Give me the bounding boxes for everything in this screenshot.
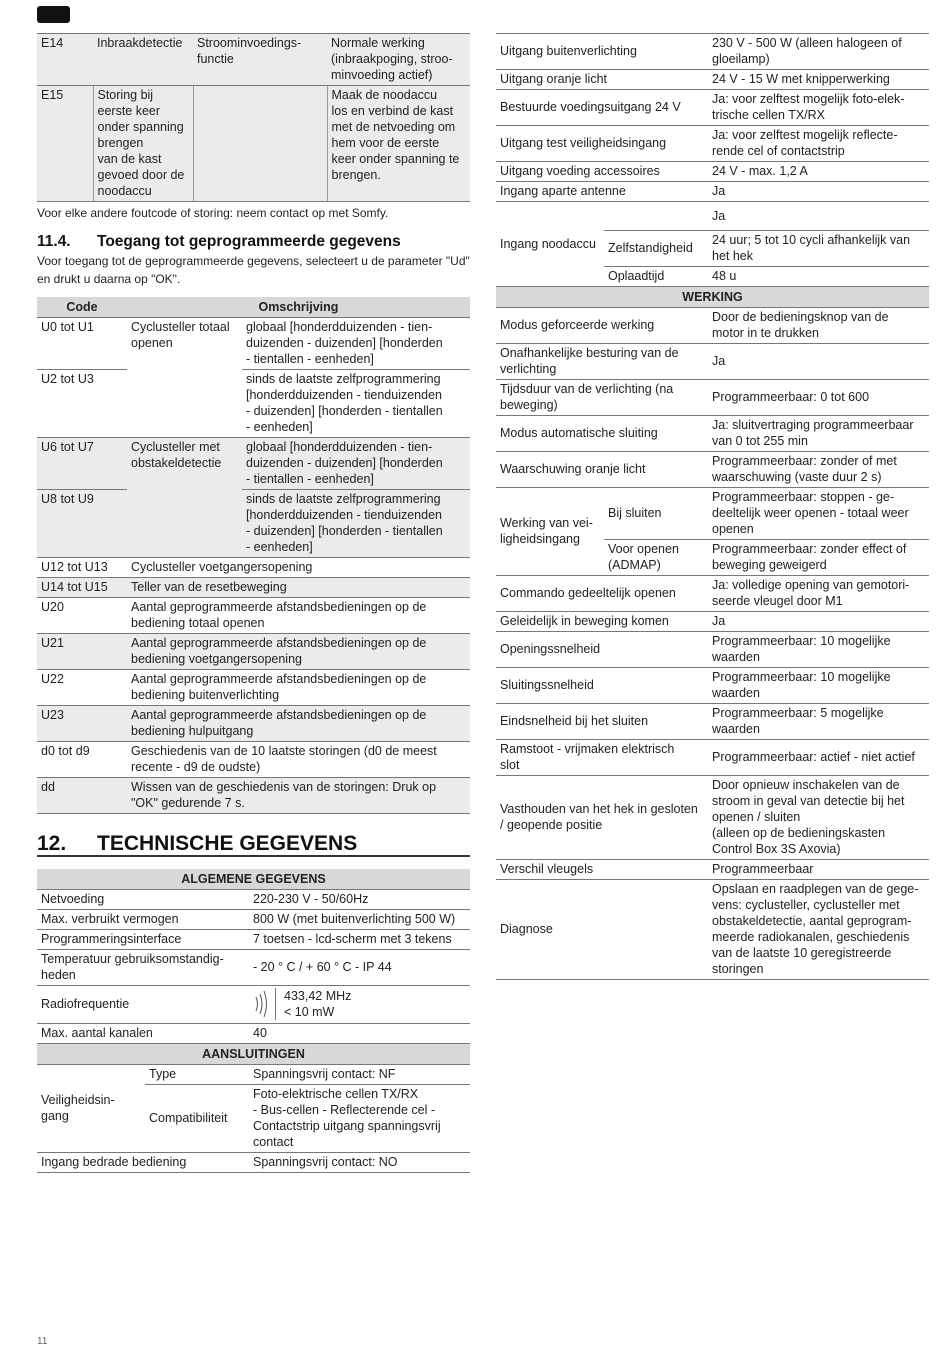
spec-label: Commando gedeeltelijk openen: [496, 576, 708, 612]
spec-label: Ingang bedrade bediening: [37, 1153, 249, 1173]
table-row: [496, 380, 929, 416]
specs-table: [496, 33, 929, 980]
spec-label: Sluitingssnelheid: [496, 668, 708, 704]
spec-value: Opslaan en raadplegen van de gege- vens: cyclusteller, cyclusteller met obstakeldetectie, aantal geprogram- meerde radiokanalen, geschiedenis van de laatste 10 geregistreerde storingen: [708, 880, 929, 980]
spec-label: Uitgang voeding accessoires: [496, 162, 708, 182]
radio-frequency-value: 433,42 MHz < 10 mW: [275, 988, 351, 1020]
brand-badge: [37, 6, 70, 23]
spec-label: Tijdsduur van de verlichting (na beweging): [496, 380, 708, 416]
table-row: [496, 162, 929, 182]
table-row: [496, 632, 929, 668]
spec-label: Geleidelijk in beweging komen: [496, 612, 708, 632]
code-cell: U22: [37, 670, 127, 706]
section-12-title: 12. TECHNISCHE GEGEVENS: [37, 836, 470, 857]
spec-value: 24 uur; 5 tot 10 cycli afhankelijk van het hek: [708, 231, 929, 267]
table-row: [496, 90, 929, 126]
table-row: [496, 612, 929, 632]
table-row: [37, 1153, 470, 1173]
spec-label: Max. aantal kanalen: [41, 1026, 153, 1040]
table-row: [37, 950, 470, 986]
code-cell: U20: [37, 598, 127, 634]
spec-value: Ja: voor zelftest mogelijk foto-elek- trische cellen TX/RX: [708, 90, 929, 126]
spec-label: Uitgang oranje licht: [496, 70, 708, 90]
spec-value: 220-230 V - 50/60Hz: [249, 890, 470, 910]
table-row: [37, 1065, 470, 1085]
code-cell: U2 tot U3: [37, 370, 127, 438]
table-row: [496, 668, 929, 704]
table-row: [37, 558, 470, 578]
spec-label: Ingang aparte antenne: [496, 182, 708, 202]
spec-value: Foto-elektrische cellen TX/RX - Bus-cellen - Reflecterende cel - Contactstrip uitgang spanningsvrij contact: [249, 1085, 470, 1153]
description-cell: Geschiedenis van de 10 laatste storingen (d0 de meest recente - d9 de oudste): [127, 742, 470, 778]
general-data-header: ALGEMENE GEGEVENS: [37, 869, 470, 890]
spec-sublabel: Type: [145, 1065, 249, 1085]
error-code: E15: [37, 86, 93, 202]
spec-value: 48 u: [708, 267, 929, 287]
table-row: [496, 344, 929, 380]
table-row: [37, 706, 470, 742]
spec-sublabel: Compatibiliteit: [145, 1085, 249, 1153]
spec-label: Ramstoot - vrijmaken elektrisch slot: [496, 740, 708, 776]
spec-value: Programmeerbaar: stoppen - ge- deeltelijk weer openen - totaal weer openen: [708, 488, 929, 540]
data-codes-table: [37, 297, 470, 814]
code-cell: d0 tot d9: [37, 742, 127, 778]
description-cell: Teller van de resetbeweging: [127, 578, 470, 598]
spec-value: Programmeerbaar: zonder effect of beweging geweigerd: [708, 540, 929, 576]
spec-label: Netvoeding: [37, 890, 249, 910]
spec-sublabel: Zelfstandigheid: [604, 231, 708, 267]
table-row: [37, 930, 470, 950]
table-header-row: [37, 869, 470, 890]
spec-label: Bestuurde voedingsuitgang 24 V: [496, 90, 708, 126]
spec-label: Uitgang buitenverlichting: [496, 34, 708, 70]
spec-value: Programmeerbaar: [708, 860, 929, 880]
spec-label: Radiofrequentie: [37, 986, 249, 1024]
table-row: [37, 438, 470, 490]
spec-sublabel: Oplaadtijd: [604, 267, 708, 287]
spec-value: Door opnieuw inschakelen van de stroom in geval van detectie bij het openen / sluiten (alleen op de bedieningskasten Control Box 3S Axovia): [708, 776, 929, 860]
table-row: [37, 634, 470, 670]
spec-label: Programmeringsinterface: [37, 930, 249, 950]
table-row: [496, 880, 929, 980]
table-row: [37, 490, 470, 558]
operation-header: WERKING: [496, 287, 929, 308]
table-header-row: [37, 1044, 470, 1065]
description-cell: sinds de laatste zelfprogrammering [honderdduizenden - tienduizenden - duizenden] [honderden - tientallen - eenheden]: [242, 490, 470, 558]
description-cell: globaal [honderdduizenden - tien- duizenden - duizenden] [honderden - tientallen - eenheden]: [242, 438, 470, 490]
spec-label: Eindsnelheid bij het sluiten: [496, 704, 708, 740]
table-row: [496, 776, 929, 860]
spec-label: Ingang noodaccu: [496, 202, 604, 287]
spec-value: Spanningsvrij contact: NF: [249, 1065, 470, 1085]
spec-label: Vasthouden van het hek in gesloten / geopende positie: [496, 776, 708, 860]
spec-value: Programmeerbaar: 0 tot 600: [708, 380, 929, 416]
table-row: [37, 318, 470, 370]
spec-label: Max. verbruikt vermogen: [37, 910, 249, 930]
description-cell: Aantal geprogrammeerde afstandsbedieningen op de bediening totaal openen: [127, 598, 470, 634]
code-cell: U6 tot U7: [37, 438, 127, 490]
spec-value: 800 W (met buitenverlichting 500 W): [249, 910, 470, 930]
spec-value: Ja: voor zelftest mogelijk reflecte- rende cel of contactstrip: [708, 126, 929, 162]
group-cell: Cyclusteller totaal openen: [127, 318, 242, 438]
error-action: Maak de noodaccu los en verbind de kast met de netvoeding om hem voor de eerste keer onder spanning te brengen.: [327, 86, 470, 202]
spec-value: Spanningsvrij contact: NO: [249, 1153, 470, 1173]
table-row: [496, 740, 929, 776]
table-row: [496, 576, 929, 612]
spec-label: Werking van vei- ligheidsingang: [496, 488, 604, 576]
spec-label: Verschil vleugels: [496, 860, 708, 880]
table-row: [496, 452, 929, 488]
spec-label: Veiligheidsin- gang: [37, 1065, 145, 1153]
section-11-4-intro: Voor toegang tot de geprogrammeerde gegevens, selecteert u de parameter "Ud" en drukt u daarna op "OK".: [37, 254, 470, 286]
spec-value: [249, 986, 470, 1024]
page-number: 11: [37, 1336, 48, 1347]
table-row: [496, 488, 929, 540]
spec-value: Ja: volledige opening van gemotori- seerde vleugel door M1: [708, 576, 929, 612]
spec-label: Openingssnelheid: [496, 632, 708, 668]
spec-sublabel: Bij sluiten: [604, 488, 708, 540]
spec-value: 40: [253, 1026, 267, 1040]
error-table: [37, 33, 470, 202]
error-name: Storing bij eerste keer onder spanning brengen van de kast gevoed door de noodaccu: [93, 86, 193, 202]
general-data-table: [37, 869, 470, 1173]
spec-value: 24 V - max. 1,2 A: [708, 162, 929, 182]
spec-value: Programmeerbaar: 5 mogelijke waarden: [708, 704, 929, 740]
error-name: Inbraakdetectie: [93, 34, 193, 86]
table-row: [37, 778, 470, 814]
table-row: [496, 308, 929, 344]
spec-value: Ja: [708, 182, 929, 202]
table-row: [37, 910, 470, 930]
spec-label: Modus geforceerde werking: [496, 308, 708, 344]
table-row: [496, 34, 929, 70]
spec-label: Uitgang test veiligheidsingang: [496, 126, 708, 162]
table-row: [496, 860, 929, 880]
error-footnote: Voor elke andere foutcode of storing: neem contact op met Somfy.: [37, 206, 389, 220]
table-row: [37, 890, 470, 910]
table-row: [496, 704, 929, 740]
table-row: [496, 416, 929, 452]
section-11-4-title: 11.4. Toegang tot geprogrammeerde gegevens: [37, 233, 401, 250]
table-row: [37, 86, 470, 202]
table-header-row: [37, 297, 470, 318]
error-type: Stroominvoedings- functie: [193, 34, 327, 86]
spec-value: 24 V - 15 W met knipperwerking: [708, 70, 929, 90]
code-cell: U12 tot U13: [37, 558, 127, 578]
code-cell: U14 tot U15: [37, 578, 127, 598]
spec-value: Programmeerbaar: 10 mogelijke waarden: [708, 668, 929, 704]
error-code: E14: [37, 34, 93, 86]
code-cell: U8 tot U9: [37, 490, 127, 558]
description-header: Omschrijving: [127, 297, 470, 318]
spec-value: Ja: [708, 202, 929, 231]
description-cell: Aantal geprogrammeerde afstandsbedieningen op de bediening voetgangersopening: [127, 634, 470, 670]
code-header: Code: [37, 297, 127, 318]
radio-wave-icon: [253, 987, 271, 1021]
spec-value: Door de bedieningsknop van de motor in te drukken: [708, 308, 929, 344]
spec-label: Waarschuwing oranje licht: [496, 452, 708, 488]
table-row: [37, 670, 470, 706]
description-cell: Wissen van de geschiedenis van de storingen: Druk op "OK" gedurende 7 s.: [127, 778, 470, 814]
spec-label: Temperatuur gebruiksomstandig- heden: [37, 950, 249, 986]
code-cell: dd: [37, 778, 127, 814]
description-cell: Aantal geprogrammeerde afstandsbedieningen op de bediening buitenverlichting: [127, 670, 470, 706]
spec-value: - 20 ° C / + 60 ° C - IP 44: [249, 950, 470, 986]
spec-label: Modus automatische sluiting: [496, 416, 708, 452]
right-column: [496, 33, 929, 980]
code-cell: U0 tot U1: [37, 318, 127, 370]
table-row: [37, 986, 470, 1024]
spec-label: Onafhankelijke besturing van de verlichting: [496, 344, 708, 380]
table-row: [37, 578, 470, 598]
code-cell: U21: [37, 634, 127, 670]
spec-value: Ja: [708, 344, 929, 380]
description-cell: Aantal geprogrammeerde afstandsbedieningen op de bediening hulpuitgang: [127, 706, 470, 742]
spec-value: Programmeerbaar: zonder of met waarschuwing (vaste duur 2 s): [708, 452, 929, 488]
table-row: [496, 182, 929, 202]
description-cell: sinds de laatste zelfprogrammering [honderdduizenden - tienduizenden - duizenden] [honderden - tientallen - eenheden]: [242, 370, 470, 438]
table-row: [37, 598, 470, 634]
table-row: [496, 202, 929, 231]
table-row: [496, 126, 929, 162]
spec-value: Ja: [708, 612, 929, 632]
spec-value: Ja: sluitvertraging programmeerbaar van 0 tot 255 min: [708, 416, 929, 452]
left-column: [37, 33, 470, 1173]
table-row: [37, 1024, 470, 1044]
spec-sublabel-empty: [604, 202, 708, 231]
description-cell: Cyclusteller voetgangersopening: [127, 558, 470, 578]
description-cell: globaal [honderdduizenden - tien- duizenden - duizenden] [honderden - tientallen - eenheden]: [242, 318, 470, 370]
group-cell: Cyclusteller met obstakeldetectie: [127, 438, 242, 558]
table-row: [37, 370, 470, 438]
spec-value: 230 V - 500 W (alleen halogeen of gloeilamp): [708, 34, 929, 70]
connections-header: AANSLUITINGEN: [37, 1044, 470, 1065]
spec-sublabel: Voor openen (ADMAP): [604, 540, 708, 576]
table-row: [37, 34, 470, 86]
table-row: [496, 70, 929, 90]
spec-label: Diagnose: [496, 880, 708, 980]
table-header-row: [496, 287, 929, 308]
spec-value: 7 toetsen - lcd-scherm met 3 tekens: [249, 930, 470, 950]
spec-value: Programmeerbaar: 10 mogelijke waarden: [708, 632, 929, 668]
table-row: [37, 742, 470, 778]
error-type: [193, 86, 327, 202]
spec-value: Programmeerbaar: actief - niet actief: [708, 740, 929, 776]
error-action: Normale werking (inbraakpoging, stroo- minvoeding actief): [327, 34, 470, 86]
code-cell: U23: [37, 706, 127, 742]
